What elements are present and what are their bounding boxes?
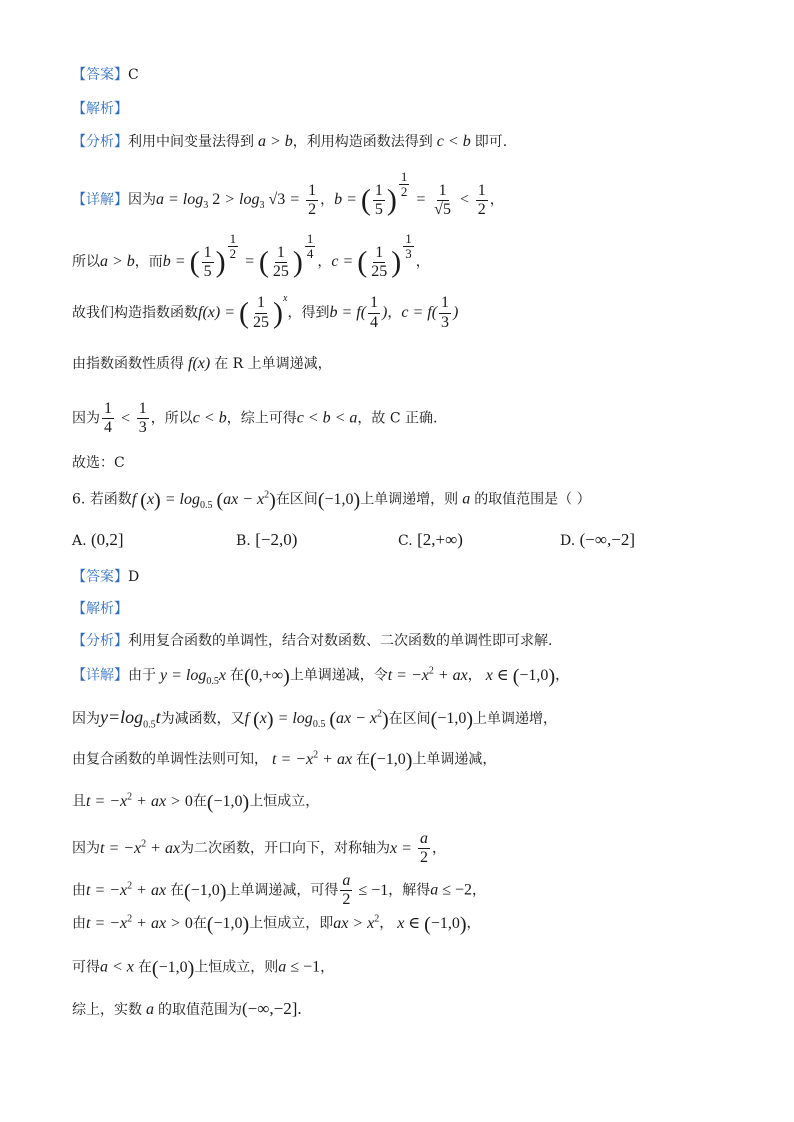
- q5-line5-prefix: 因为: [72, 410, 100, 427]
- math-t-def-3: $t = -x^2$ + ax: [100, 838, 181, 857]
- math-interval-2: (−1,0): [430, 708, 474, 731]
- q6-d2-d: 上单调递增，: [473, 711, 558, 727]
- q5-line1-prefix: 因为: [128, 192, 156, 209]
- option-b: [236, 530, 297, 550]
- q6-d3-a: 由复合函数的单调性法则可知，: [72, 751, 268, 768]
- option-a: [72, 530, 124, 550]
- q6-detail-line5: 因为$t = -x^2$ + ax为二次函数，开口向下，对称轴为x = $\frac{a}{2}$ ，: [72, 830, 446, 867]
- q6-d2-b: 为减函数，又: [160, 711, 245, 727]
- q5-fenxi-line: [72, 134, 507, 150]
- option-d-letter: D.: [560, 533, 576, 549]
- math-y-log-2: $y=\log_{0.5}t$: [100, 707, 161, 731]
- math-b-def: b = ( $\frac{1}{5}$ ) $^{\frac{1}{2}}$ = $\frac{1}{√5}$ < $\frac{1}{2}$: [334, 169, 486, 219]
- math-axis: x = $\frac{a}{2}$: [390, 830, 428, 867]
- q5-analysis-tag: 【解析】: [72, 101, 128, 117]
- q6-d7-a: 由: [72, 915, 86, 932]
- q5-xiangjie-tag: 【详解】: [72, 192, 128, 209]
- q5-detail-line4: [72, 356, 332, 372]
- q5-fenxi-text3: 即可.: [474, 134, 508, 150]
- q6-d3-c: 上单调递减，: [412, 751, 497, 768]
- option-c-value: [2,+∞): [417, 530, 463, 549]
- math-t-pos-2: $t = -x^2$ + ax > 0: [86, 913, 193, 932]
- q6-d8-b: 在: [137, 959, 152, 976]
- q5-line4-text3: 上单调递减，: [247, 356, 332, 372]
- q6-d4-c: 上恒成立，: [249, 793, 320, 810]
- q6-xiangjie-tag: 【详解】: [72, 667, 128, 684]
- q6-detail-line8: 可得a < x 在(−1,0)上恒成立，则a ≤ −1，: [72, 957, 335, 979]
- q5-fenxi-tag: 【分析】: [72, 134, 128, 150]
- math-x-in-2: x ∈ (−1,0): [393, 913, 467, 935]
- q5-line4-text2: 在: [214, 356, 229, 372]
- math-t-def: $t = -x^2$ + ax: [387, 665, 468, 684]
- q5-line2-prefix: 所以: [72, 254, 100, 271]
- q5-line4-text1: 由指数函数性质得: [72, 356, 184, 372]
- q6-d9-b: 的取值范围为: [158, 1002, 242, 1018]
- q6-detail-line2: [72, 708, 557, 731]
- option-b-letter: B.: [236, 533, 251, 549]
- q5-line3-text2: ，得到: [287, 305, 330, 321]
- option-c: [398, 530, 463, 550]
- q6-fenxi-line: [72, 634, 552, 648]
- math-quarter-lt-third: $\frac{1}{4}$ < $\frac{1}{3}$: [104, 400, 147, 437]
- math-c-f: c = f( $\frac{1}{3}$ ): [401, 294, 459, 331]
- q5-choice-line: 故选：C: [72, 455, 125, 471]
- q6-stem: [72, 490, 591, 511]
- q6-detail-line9: [72, 1000, 302, 1018]
- math-interval-4: (−1,0): [206, 791, 250, 813]
- math-fx: f(x): [184, 355, 215, 372]
- q5-detail-line1: 【详解】因为$a = \log_3 2 > \log_3 √3$ = $\frac{1}{2}$ ，b = ( $\frac{1}{5}$ ) $^{\frac{1}{2}}$ = $\frac{1}{√5}$ < $\frac{1}{2}$ ，: [72, 169, 504, 219]
- q5-line5-mid2: ，综上可得: [226, 410, 297, 427]
- math-q6-function-2: f $(x) = \log_{0.5} (ax - x^2)$: [244, 708, 389, 731]
- q6-d7-c: 上恒成立，即: [249, 915, 334, 932]
- option-d-value: (−∞,−2]: [579, 530, 636, 549]
- q6-d1-a: 由于: [128, 667, 156, 684]
- math-a-le-neg2: a ≤ −2: [430, 881, 473, 899]
- q6-detail-line7: 由$t = -x^2$ + ax > 0在(−1,0)上恒成立，即ax > $x^2$， x ∈ (−1,0)，: [72, 913, 481, 935]
- q5-line2-mid: ，而: [134, 254, 163, 271]
- math-b-rewrite: b = ( $\frac{1}{5}$ ) $^{\frac{1}{2}}$ = ( $\frac{1}{25}$ ) $^{\frac{1}{4}}$: [162, 231, 314, 281]
- q6-fenxi-tag: 【分析】: [72, 633, 128, 649]
- q6-detail-line3: [72, 750, 496, 770]
- option-c-letter: C.: [398, 533, 413, 549]
- math-a-def: $a = \log_3 2 > \log_3 √3$ = $\frac{1}{2}$: [156, 181, 317, 219]
- q5-answer-tag: 【答案】: [72, 67, 128, 83]
- q6-d6-a: 由: [72, 882, 86, 899]
- math-f-def: f(x) = ( $\frac{1}{25}$ )$^x$: [198, 293, 288, 331]
- q6-answer-line: [72, 570, 139, 584]
- q6-d2-c: 在区间: [388, 711, 431, 727]
- q6-d8-a: 可得: [72, 959, 100, 976]
- q6-d4-b: 在: [192, 793, 207, 810]
- math-c-lt-b: c < b: [432, 133, 475, 150]
- option-a-letter: A.: [72, 533, 87, 549]
- math-q6-function: f $(x) = \log_{0.5} (ax - x^2)$: [131, 489, 276, 511]
- q5-fenxi-text2: ，利用构造函数法得到: [292, 134, 433, 150]
- q6-d7-b: 在: [192, 915, 207, 932]
- math-interval-6: (−1,0): [206, 913, 250, 935]
- q6-analysis-tag: 【解析】: [72, 601, 128, 617]
- q6-detail-line6: 由$t = -x^2$ + ax 在(−1,0)上单调递减，可得 $\frac{a}{2}$ ≤ −1，解得a ≤ −2，: [72, 872, 487, 909]
- q6-stem-end: 上单调递增，则: [360, 491, 459, 508]
- q6-stem-prefix: 6. 若函数: [72, 491, 132, 508]
- q6-fenxi-text: 利用复合函数的单调性，结合对数函数、二次函数的单调性即可求解.: [128, 633, 553, 649]
- q6-d5-b: 为二次函数，开口向下，对称轴为: [180, 840, 391, 857]
- math-a-half-le: $\frac{a}{2}$ ≤ −1: [342, 872, 389, 909]
- q6-d5-a: 因为: [72, 840, 100, 857]
- q6-d6-c: 上单调递减，可得: [226, 882, 339, 899]
- q6-detail-line4: [72, 792, 319, 812]
- q6-d6-b: 在: [170, 882, 185, 899]
- math-interval-1: (−1,0): [317, 489, 361, 511]
- math-interval-5: (−1,0): [184, 879, 227, 902]
- math-t-pos: $t = -x^2$ + ax > 0: [86, 791, 193, 810]
- option-d: [560, 530, 635, 550]
- option-b-value: [−2,0): [255, 530, 298, 549]
- math-a-gt-b-2: a > b: [100, 253, 135, 271]
- q6-d6-d: ，解得: [388, 882, 431, 899]
- q5-detail-line3: 故我们构造指数函数f(x) = ( $\frac{1}{25}$ )$^x$，得到b = f( $\frac{1}{4}$ )，c = f( $\frac{1}{3}$ ): [72, 293, 459, 331]
- q6-answer-tag: 【答案】: [72, 569, 128, 585]
- math-interval-pos: (0,+∞): [243, 665, 290, 687]
- q5-detail-line2: 所以a > b，而b = ( $\frac{1}{5}$ ) $^{\frac{1}{2}}$ = ( $\frac{1}{25}$ ) $^{\frac{1}{4}}$ ，c = ( $\frac{1}{25}$ ) $^{\frac{1}{3}}$ ，: [72, 231, 430, 281]
- q6-d1-b: 在: [229, 667, 244, 684]
- q5-line3-text1: 故我们构造指数函数: [72, 305, 198, 321]
- q5-answer-line: [72, 68, 139, 82]
- math-ax-gt-x2: ax > $x^2$: [333, 913, 380, 932]
- math-x-in: x ∈ (−1,0): [481, 665, 556, 687]
- math-a-gt-b: a > b: [254, 133, 293, 150]
- q5-answer-value: C: [128, 67, 139, 83]
- q5-detail-line5: [72, 400, 437, 438]
- math-c-def: c = ( $\frac{1}{25}$ ) $^{\frac{1}{3}}$: [331, 231, 412, 281]
- q6-d1-c: 上单调递减，令: [289, 667, 388, 684]
- math-interval-7: (−1,0): [151, 957, 195, 979]
- math-a-lt-x: a < x: [100, 958, 138, 976]
- q5-line5-mid1: ，所以: [150, 410, 193, 427]
- option-a-value: (0,2]: [91, 530, 124, 549]
- math-a-le-neg1: a ≤ −1: [278, 958, 321, 976]
- q6-d8-c: 上恒成立，则: [194, 959, 279, 976]
- q6-answer-value: D: [128, 569, 140, 585]
- q6-d2-a: 因为: [72, 711, 100, 727]
- math-c-lt-b-lt-a: c < b < a: [296, 409, 358, 427]
- math-c-lt-b-2: c < b: [192, 409, 227, 427]
- q5-line4-R: R: [232, 356, 244, 372]
- q6-stem-end2: 的取值范围是（ ）: [474, 491, 591, 508]
- q6-d9-a: 综上，实数: [72, 1002, 142, 1018]
- q6-d3-b: 在: [356, 751, 371, 768]
- q5-line5-end: ，故 C 正确.: [357, 410, 438, 427]
- q5-fenxi-text1: 利用中间变量法得到: [128, 134, 254, 150]
- math-y-log: $y = \log_{0.5}x$: [156, 666, 230, 687]
- math-a-final: a: [142, 1001, 158, 1018]
- math-t-def-4: $t = -x^2$ + ax: [86, 880, 171, 899]
- q6-detail-line1: 【详解】由于 $y = \log_{0.5}x$ 在(0,+∞)上单调递减，令$t = -x^2$ + ax， x ∈ (−1,0)，: [72, 665, 570, 687]
- math-final-interval: (−∞,−2].: [242, 999, 302, 1018]
- math-b-f: b = f( $\frac{1}{4}$ ): [329, 294, 388, 331]
- math-interval-3: (−1,0): [370, 749, 413, 771]
- q6-d4-a: 且: [72, 793, 86, 810]
- math-t-def-2: $t = -x^2$ + ax: [268, 749, 357, 768]
- math-a: a: [458, 490, 475, 508]
- q6-stem-mid: 在区间: [275, 491, 318, 508]
